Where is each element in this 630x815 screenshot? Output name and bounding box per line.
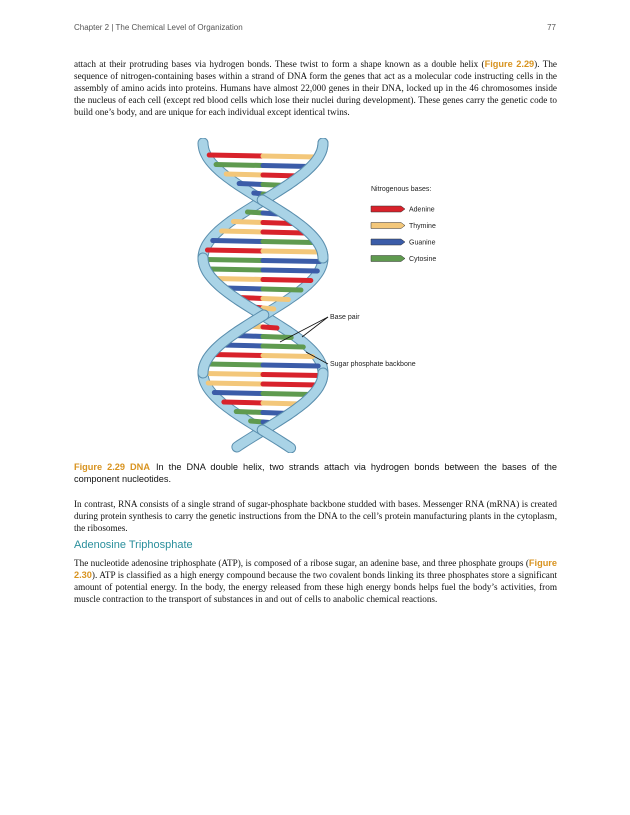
guanine-swatch	[371, 239, 405, 245]
cytosine-base	[216, 165, 263, 166]
backbone-label: Sugar phosphate backbone	[330, 361, 416, 368]
thymine-base	[226, 174, 263, 175]
figure-caption	[74, 461, 557, 485]
adenine-base	[263, 375, 320, 376]
adenine-base	[207, 250, 263, 251]
adenine-base	[214, 355, 263, 356]
caption-label: Figure 2.29 DNA	[74, 462, 150, 472]
legend-item-thymine	[371, 223, 436, 231]
guanine-base	[263, 270, 317, 271]
thymine-base	[208, 383, 263, 384]
paragraph-atp	[74, 557, 557, 605]
cytosine-swatch	[371, 256, 405, 262]
caption-text: In the DNA double helix, two strands attach via hydrogen bonds between the bases of the component nucleotides.	[74, 462, 557, 484]
thymine-base	[233, 222, 263, 223]
guanine-base	[263, 261, 320, 262]
guanine-base	[213, 241, 263, 242]
cytosine-base	[263, 242, 313, 243]
guanine-base	[239, 184, 263, 185]
adenine-base	[263, 327, 277, 328]
thymine-base	[215, 279, 263, 280]
chapter-title: Chapter 2 | The Chemical Level of Organization	[74, 23, 243, 32]
dna-illustration	[180, 138, 450, 453]
legend-item-adenine	[371, 206, 435, 214]
legend-label: Guanine	[409, 239, 436, 247]
figure-2-29-link[interactable]: Figure 2.29	[484, 59, 535, 69]
adenine-base	[263, 280, 311, 281]
guanine-base	[263, 365, 318, 366]
legend-label: Thymine	[409, 223, 436, 230]
cytosine-base	[206, 260, 263, 261]
cytosine-base	[208, 364, 263, 365]
thymine-base	[222, 231, 263, 232]
figure-2-30-link[interactable]: Figure 2.30	[74, 558, 557, 580]
thymine-base	[263, 308, 274, 309]
cytosine-base	[236, 412, 263, 413]
cytosine-base	[209, 269, 263, 270]
legend-label: Adenine	[409, 206, 435, 214]
dna-figure	[180, 138, 450, 453]
base-pair-label: Base pair	[330, 314, 360, 321]
adenine-base	[209, 155, 263, 156]
adenine-base	[224, 402, 263, 403]
double-helix	[203, 143, 323, 448]
legend-item-guanine	[371, 239, 436, 247]
paragraph-double-helix	[74, 58, 557, 118]
cytosine-base	[263, 337, 291, 338]
paragraph-text: ). The sequence of nitrogen-containing bases within a strand of DNA form the genes that act as a molecular code instructing cells in the assembly of amino acids into proteins. Humans have almost 22,000 genes in their DNA, locked up in the 46 chromosomes inside the nucleus of each cell (except red blood cells which lose their nuclei during development). These genes carry the genetic code to build one’s body, and are unique for each individual except identical twins.	[74, 59, 557, 117]
guanine-base	[263, 166, 310, 167]
legend	[371, 186, 436, 263]
guanine-base	[214, 393, 263, 394]
running-head	[74, 23, 556, 35]
cytosine-base	[263, 346, 303, 347]
thymine-swatch	[371, 223, 405, 229]
thymine-base	[206, 374, 263, 375]
adenine-base	[263, 232, 304, 233]
adenine-base	[263, 384, 318, 385]
section-heading: Adenosine Triphosphate	[74, 539, 193, 551]
legend-label: Cytosine	[409, 256, 437, 263]
paragraph-text: attach at their protruding bases via hydrogen bonds. These twist to form a shape known as a double helix (	[74, 59, 485, 69]
legend-item-cytosine	[371, 256, 436, 264]
page-number: 77	[547, 23, 556, 32]
legend-title: Nitrogenous bases:	[371, 186, 432, 193]
paragraph-rna: In contrast, RNA consists of a single strand of sugar-phosphate backbone studded with bases. Messenger RNA (mRNA) is created during protein synthesis to carry the genetic instructions from the DNA to the cell’s protein manufacturing plants in the cytoplasm, the ribosomes.	[74, 499, 557, 533]
paragraph-text: The nucleotide adenosine triphosphate (ATP), is composed of a ribose sugar, an adenine base, and three phosphate groups (	[74, 558, 529, 568]
thymine-base	[263, 156, 317, 157]
adenine-swatch	[371, 206, 405, 212]
thymine-base	[263, 299, 288, 300]
thymine-base	[263, 356, 312, 357]
guanine-base	[223, 345, 263, 346]
paragraph-text: ). ATP is classified as a high energy compound because the two covalent bonds linking its three phosphates store a significant amount of potential energy. In the body, the energy released from these high energy bonds helps fuel the body’s activities, from muscle contraction to the transport of substances in and out of cells to anabolic chemical reactions.	[74, 570, 557, 604]
thymine-base	[263, 251, 319, 252]
cytosine-base	[263, 289, 301, 290]
cytosine-base	[263, 394, 312, 395]
base-pair-pointer	[302, 317, 328, 337]
